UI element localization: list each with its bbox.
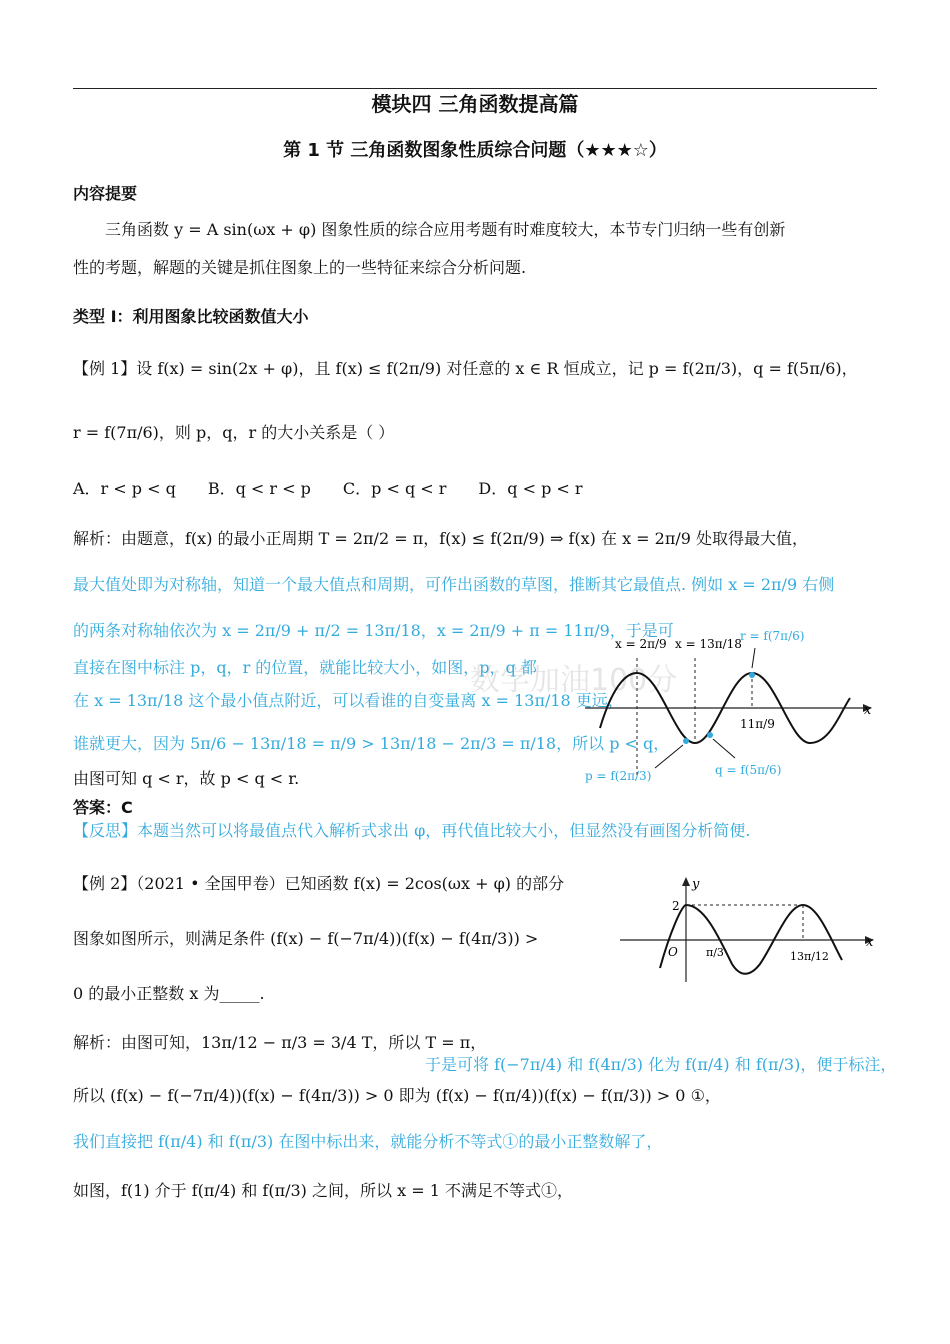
fig1-label-p: p = f(2π/3) [585, 769, 652, 783]
example1-solution-1: 解析：由题意，f(x) 的最小正周期 T = 2π/2 = π，f(x) ≤ f(2π/9) ⇒ f(x) 在 x = 2π/9 处取得最大值， [73, 529, 809, 548]
fig1-label-r: r = f(7π/6) [740, 629, 805, 643]
fig2-y-arrow [682, 877, 690, 886]
example1-stem-line2: r = f(7π/6)，则 p，q，r 的大小关系是（ ） [73, 423, 395, 442]
fig2-x-label: x [866, 935, 874, 950]
example1-solution-5: 在 x = 13π/18 这个最小值点附近，可以看谁的自变量离 x = 13π/18 更远， [73, 691, 624, 710]
type1-heading: 类型 Ⅰ：利用图象比较函数值大小 [73, 307, 309, 326]
fig2-max-label: 2 [672, 899, 680, 913]
example2-solution-2: 所以 (f(x) − f(−7π/4))(f(x) − f(4π/3)) > 0 即为 (f(x) − f(π/4))(f(x) − f(π/3)) > 0 ①， [73, 1086, 721, 1105]
example1-solution-4: 直接在图中标注 p，q，r 的位置，就能比较大小，如图，p，q 都 [73, 658, 537, 677]
figure-2-cosine-sketch [620, 872, 882, 984]
example2-stem-line1: 【例 2】（2021 • 全国甲卷）已知函数 f(x) = 2cos(ωx + φ) 的部分 [73, 874, 565, 893]
section-title: 第 1 节 三角函数图象性质综合问题（★★★☆） [283, 140, 667, 161]
fig1-arrow-r [752, 648, 755, 668]
fig1-x-label: x [864, 703, 872, 718]
example2-stem-line3: 0 的最小正整数 x 为_____. [73, 984, 265, 1003]
example1-options: A．r < p < q B．q < r < p C．p < q < r D．q < p < r [73, 479, 583, 498]
fig1-label-x2: x = 13π/18 [675, 637, 742, 651]
summary-line-2: 性的考题，解题的关键是抓住图象上的一些特征来综合分析问题. [73, 258, 527, 277]
example2-solution-1a [73, 1032, 486, 1054]
example1-solution-6: 谁就更大，因为 5π/6 − 13π/18 = π/9 > 13π/18 − 2π/3 = π/18，所以 p < q， [73, 734, 670, 753]
watermark: 数学加油100分 [470, 663, 678, 698]
fig1-point-r [749, 672, 755, 678]
fig2-tick-13pi-12: 13π/12 [790, 950, 829, 963]
summary-line-1: 三角函数 y = A sin(ωx + φ) 图象性质的综合应用考题有时难度较大，本节专门归纳一些有创新 [105, 220, 786, 239]
example2-solution-3: 我们直接把 f(π/4) 和 f(π/3) 在图中标出来，就能分析不等式①的最小正整数解了， [73, 1132, 663, 1151]
fig2-curve [660, 905, 842, 974]
fig2-origin: O [668, 945, 678, 959]
example1-answer: 答案：C [73, 798, 133, 817]
top-rule [73, 88, 877, 89]
fig1-label-11pi-9: 11π/9 [740, 717, 775, 731]
fig1-point-p [683, 738, 689, 744]
module-title: 模块四 三角函数提高篇 [371, 92, 579, 116]
example1-stem-line1: 【例 1】设 f(x) = sin(2x + φ)，且 f(x) ≤ f(2π/9) 对任意的 x ∈ R 恒成立，记 p = f(2π/3)，q = f(5π/6)， [73, 359, 858, 378]
fig2-tick-pi-3: π/3 [706, 946, 724, 959]
example1-solution-7: 由图可知 q < r，故 p < q < r. [73, 769, 300, 788]
fig1-label-x1: x = 2π/9 [615, 637, 667, 651]
example1-reflection: 【反思】本题当然可以将最值点代入解析式求出 φ，再代值比较大小，但显然没有画图分析简便. [73, 821, 751, 840]
example2-solution-4: 如图，f(1) 介于 f(π/4) 和 f(π/3) 之间，所以 x = 1 不满足不等式①， [73, 1181, 573, 1200]
example2-stem-line2: 图象如图所示，则满足条件 (f(x) − f(−7π/4))(f(x) − f(4π/3)) > [73, 929, 539, 948]
summary-heading: 内容提要 [73, 184, 138, 203]
example1-solution-3: 的两条对称轴依次为 x = 2π/9 + π/2 = 13π/18，x = 2π/9 + π = 11π/9，于是可 [73, 621, 674, 640]
fig1-arrow-q [713, 739, 735, 758]
fig1-arrow-p [655, 745, 683, 768]
example1-solution-2: 最大值处即为对称轴，知道一个最大值点和周期，可作出函数的草图，推断其它最值点. 例如 x = 2π/9 右侧 [73, 575, 835, 594]
fig2-y-label: y [692, 877, 700, 892]
fig1-label-q: q = f(5π/6) [715, 763, 782, 777]
figure-1-sine-sketch [580, 618, 880, 798]
example2-solution-1b: 于是可将 f(−7π/4) 和 f(4π/3) 化为 f(π/4) 和 f(π/3)，便于标注， [425, 1055, 897, 1074]
example2-solution-1a-text: 解析：由图可知，13π/12 − π/3 = 3/4 T，所以 T = π， [73, 1033, 487, 1052]
fig1-point-q [707, 732, 713, 738]
